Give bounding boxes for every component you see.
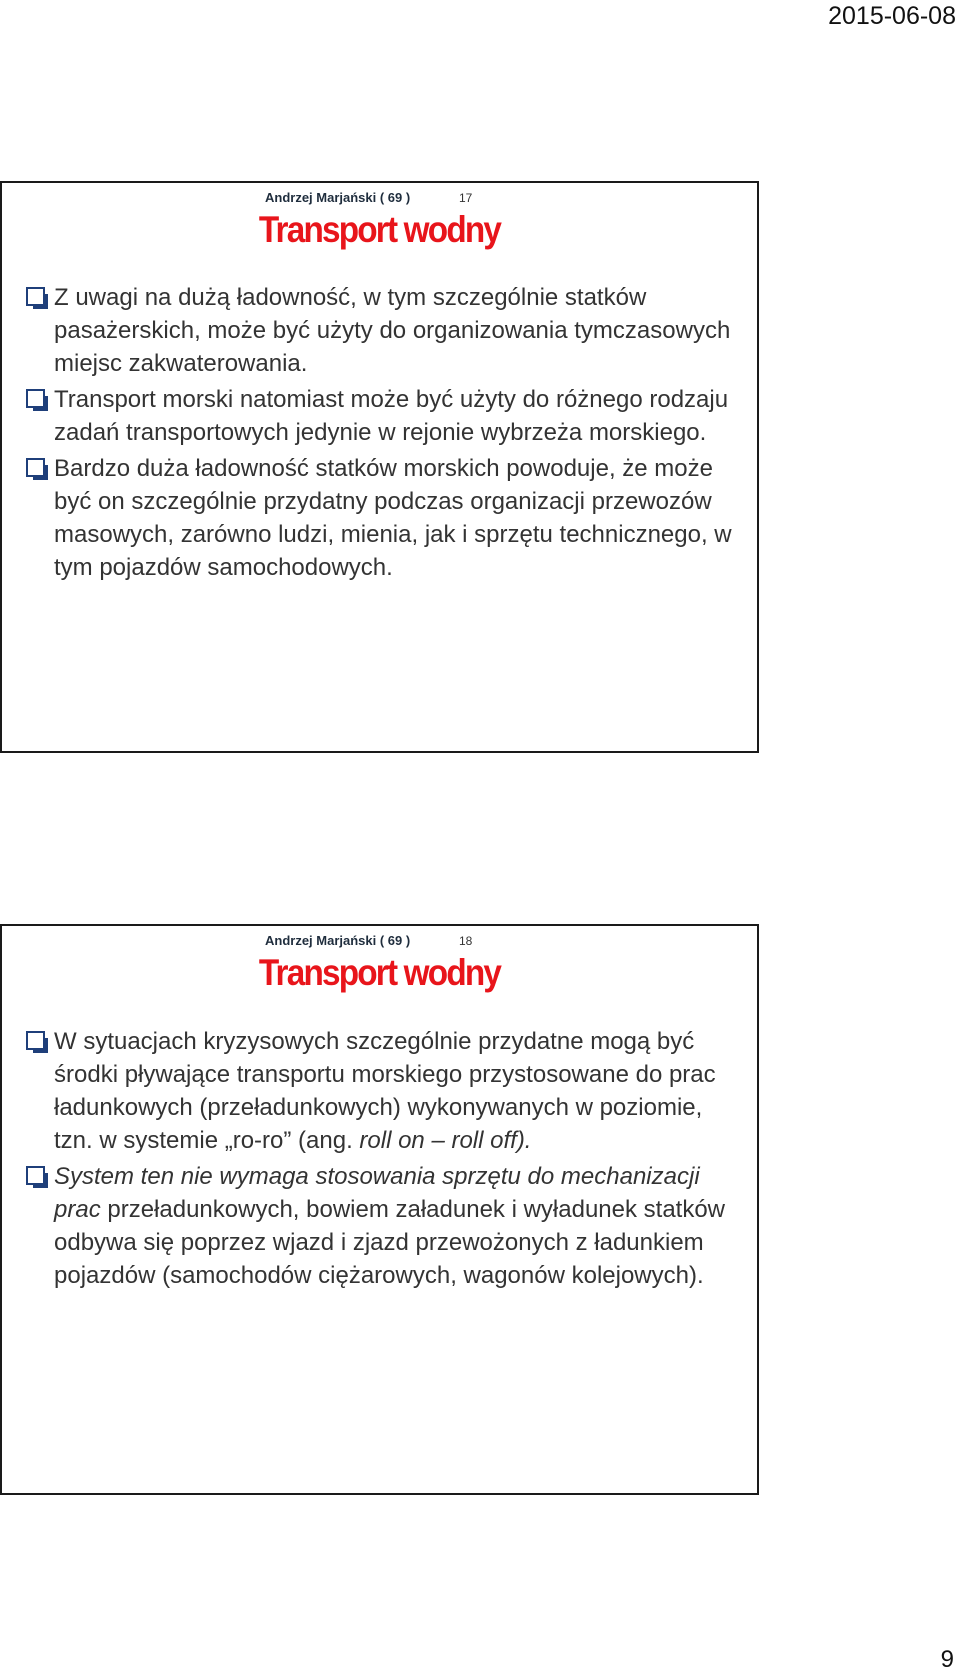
slide-title: Transport wodny [258, 209, 501, 250]
bullet-list [26, 281, 743, 587]
slide-header [2, 933, 757, 953]
checkbox-bullet-icon [26, 389, 45, 408]
bullet-text: W sytuacjach kryzysowych szczególnie przydatne mogą być środki pływające transportu morskiego przystosowane do prac ładunkowych (przeładunkowych) wykonywanych w poziomie, tzn. w systemie „ro-ro” (ang. [54, 1028, 716, 1154]
bullet-text: Z uwagi na dużą ładowność, w tym szczególnie statków pasażerskich, może być użyty do organizowania tymczasowych miejsc zakwaterowania. [54, 284, 731, 377]
checkbox-bullet-icon [26, 1031, 45, 1050]
slide-number: 17 [459, 191, 473, 205]
bullet-item [26, 383, 743, 449]
checkbox-bullet-icon [26, 287, 45, 306]
checkbox-bullet-icon [26, 1166, 45, 1185]
slide-header [2, 190, 757, 210]
slide-number: 18 [459, 934, 473, 948]
page-number: 9 [940, 1646, 954, 1673]
bullet-text: Transport morski natomiast może być użyty do różnego rodzaju zadań transportowych jedynie w rejonie wybrzeża morskiego. [54, 386, 729, 446]
bullet-item [26, 1025, 743, 1157]
slide-author: Andrzej Marjański ( 69 ) [265, 190, 411, 205]
bullet-item [26, 1160, 743, 1292]
slide-author: Andrzej Marjański ( 69 ) [265, 933, 411, 948]
slide-title: Transport wodny [258, 952, 501, 993]
page-date: 2015-06-08 [828, 2, 956, 30]
bullet-text-italic: System ten nie wymaga stosowania sprzętu do mechanizacji prac [54, 1163, 700, 1223]
bullet-text: Bardzo duża ładowność statków morskich powoduje, że może być on szczególnie przydatny podczas organizacji przewozów masowych, zarówno ludzi, mienia, jak i sprzętu technicznego, w tym pojazdów samochodowych. [54, 455, 732, 581]
checkbox-bullet-icon [26, 458, 45, 477]
bullet-text: przeładunkowych, bowiem załadunek i wyładunek statków odbywa się poprzez wjazd i zjazd przewożonych z ładunkiem pojazdów (samochodów ciężarowych, wagonów kolejowych). [54, 1196, 726, 1289]
bullet-item [26, 281, 743, 380]
slide-18 [0, 924, 759, 1495]
slide-17 [0, 181, 759, 753]
bullet-list [26, 1025, 743, 1295]
bullet-item [26, 452, 743, 584]
bullet-text-italic: roll on – roll off). [359, 1127, 532, 1154]
